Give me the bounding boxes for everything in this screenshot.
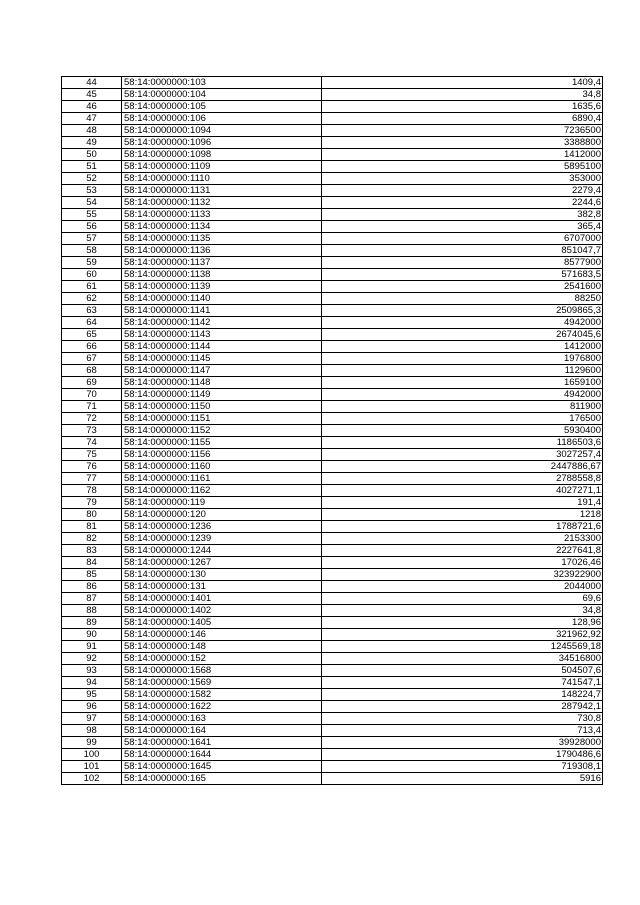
cadastral-number-cell: 58:14:0000000:1622	[122, 701, 322, 713]
row-number-cell: 64	[62, 317, 122, 329]
row-number-cell: 86	[62, 581, 122, 593]
cadastral-number-cell: 58:14:0000000:1138	[122, 269, 322, 281]
cadastral-number-cell: 58:14:0000000:1644	[122, 749, 322, 761]
value-cell: 741547,1	[322, 677, 603, 689]
row-number-cell: 54	[62, 197, 122, 209]
table-row	[62, 293, 603, 305]
cadastral-number-cell: 58:14:0000000:1139	[122, 281, 322, 293]
row-number-cell: 73	[62, 425, 122, 437]
value-cell: 128,96	[322, 617, 603, 629]
row-number-cell: 91	[62, 641, 122, 653]
table-row	[62, 269, 603, 281]
row-number-cell: 69	[62, 377, 122, 389]
cadastral-number-cell: 58:14:0000000:119	[122, 497, 322, 509]
value-cell: 2674045,6	[322, 329, 603, 341]
table-row	[62, 677, 603, 689]
cadastral-number-cell: 58:14:0000000:1161	[122, 473, 322, 485]
cadastral-number-cell: 58:14:0000000:1109	[122, 161, 322, 173]
value-cell: 6890,4	[322, 113, 603, 125]
value-cell: 4942000	[322, 389, 603, 401]
value-cell: 1412000	[322, 341, 603, 353]
value-cell: 365,4	[322, 221, 603, 233]
row-number-cell: 93	[62, 665, 122, 677]
row-number-cell: 89	[62, 617, 122, 629]
cadastral-number-cell: 58:14:0000000:1641	[122, 737, 322, 749]
value-cell: 1659100	[322, 377, 603, 389]
cadastral-number-cell: 58:14:0000000:1144	[122, 341, 322, 353]
value-cell: 34516800	[322, 653, 603, 665]
value-cell: 5916	[322, 773, 603, 785]
value-cell: 719308,1	[322, 761, 603, 773]
value-cell: 2153300	[322, 533, 603, 545]
row-number-cell: 53	[62, 185, 122, 197]
value-cell: 1790486,6	[322, 749, 603, 761]
row-number-cell: 95	[62, 689, 122, 701]
table-row	[62, 725, 603, 737]
value-cell: 4027271,1	[322, 485, 603, 497]
cadastral-number-cell: 58:14:0000000:1098	[122, 149, 322, 161]
value-cell: 2788558,8	[322, 473, 603, 485]
cadastral-number-cell: 58:14:0000000:1147	[122, 365, 322, 377]
row-number-cell: 70	[62, 389, 122, 401]
row-number-cell: 85	[62, 569, 122, 581]
cadastral-number-cell: 58:14:0000000:148	[122, 641, 322, 653]
cadastral-number-cell: 58:14:0000000:165	[122, 773, 322, 785]
value-cell: 8577900	[322, 257, 603, 269]
table-row	[62, 317, 603, 329]
value-cell: 17026,46	[322, 557, 603, 569]
cadastral-number-cell: 58:14:0000000:1155	[122, 437, 322, 449]
value-cell: 3027257,4	[322, 449, 603, 461]
table-row	[62, 737, 603, 749]
cadastral-number-cell: 58:14:0000000:1236	[122, 521, 322, 533]
row-number-cell: 57	[62, 233, 122, 245]
table-row	[62, 473, 603, 485]
value-cell: 321962,92	[322, 629, 603, 641]
cadastral-number-cell: 58:14:0000000:1402	[122, 605, 322, 617]
row-number-cell: 71	[62, 401, 122, 413]
value-cell: 851047,7	[322, 245, 603, 257]
cadastral-number-cell: 58:14:0000000:163	[122, 713, 322, 725]
cadastral-number-cell: 58:14:0000000:1156	[122, 449, 322, 461]
value-cell: 34,8	[322, 89, 603, 101]
row-number-cell: 63	[62, 305, 122, 317]
table-row	[62, 545, 603, 557]
table-row	[62, 761, 603, 773]
cadastral-number-cell: 58:14:0000000:152	[122, 653, 322, 665]
cadastral-number-cell: 58:14:0000000:1143	[122, 329, 322, 341]
table-row	[62, 245, 603, 257]
value-cell: 2279,4	[322, 185, 603, 197]
row-number-cell: 84	[62, 557, 122, 569]
table-row	[62, 497, 603, 509]
cadastral-number-cell: 58:14:0000000:1140	[122, 293, 322, 305]
row-number-cell: 83	[62, 545, 122, 557]
row-number-cell: 67	[62, 353, 122, 365]
table-row	[62, 281, 603, 293]
cadastral-number-cell: 58:14:0000000:1148	[122, 377, 322, 389]
cadastral-number-cell: 58:14:0000000:131	[122, 581, 322, 593]
value-cell: 34,8	[322, 605, 603, 617]
row-number-cell: 88	[62, 605, 122, 617]
cadastral-number-cell: 58:14:0000000:1134	[122, 221, 322, 233]
row-number-cell: 61	[62, 281, 122, 293]
cadastral-number-cell: 58:14:0000000:1110	[122, 173, 322, 185]
table-row	[62, 665, 603, 677]
value-cell: 6707000	[322, 233, 603, 245]
row-number-cell: 87	[62, 593, 122, 605]
row-number-cell: 68	[62, 365, 122, 377]
table-row	[62, 461, 603, 473]
value-cell: 1186503,6	[322, 437, 603, 449]
cadastral-number-cell: 58:14:0000000:1145	[122, 353, 322, 365]
row-number-cell: 62	[62, 293, 122, 305]
row-number-cell: 59	[62, 257, 122, 269]
table-row	[62, 233, 603, 245]
cadastral-number-cell: 58:14:0000000:1094	[122, 125, 322, 137]
cadastral-number-cell: 58:14:0000000:164	[122, 725, 322, 737]
value-cell: 176500	[322, 413, 603, 425]
cadastral-number-cell: 58:14:0000000:106	[122, 113, 322, 125]
cadastral-number-cell: 58:14:0000000:1401	[122, 593, 322, 605]
table-row	[62, 173, 603, 185]
value-cell: 7236500	[322, 125, 603, 137]
cadastral-number-cell: 58:14:0000000:130	[122, 569, 322, 581]
table-row	[62, 485, 603, 497]
value-cell: 88250	[322, 293, 603, 305]
row-number-cell: 52	[62, 173, 122, 185]
data-table	[61, 76, 603, 785]
value-cell: 571683,5	[322, 269, 603, 281]
table-row	[62, 569, 603, 581]
table-row	[62, 425, 603, 437]
table-row	[62, 749, 603, 761]
cadastral-number-cell: 58:14:0000000:1131	[122, 185, 322, 197]
value-cell: 2044000	[322, 581, 603, 593]
row-number-cell: 58	[62, 245, 122, 257]
value-cell: 2509865,3	[322, 305, 603, 317]
table-row	[62, 125, 603, 137]
table-row	[62, 185, 603, 197]
cadastral-number-cell: 58:14:0000000:1135	[122, 233, 322, 245]
row-number-cell: 92	[62, 653, 122, 665]
cadastral-number-cell: 58:14:0000000:1136	[122, 245, 322, 257]
cadastral-number-cell: 58:14:0000000:1244	[122, 545, 322, 557]
table-row	[62, 77, 603, 89]
row-number-cell: 47	[62, 113, 122, 125]
cadastral-number-cell: 58:14:0000000:146	[122, 629, 322, 641]
row-number-cell: 49	[62, 137, 122, 149]
row-number-cell: 78	[62, 485, 122, 497]
row-number-cell: 50	[62, 149, 122, 161]
cadastral-number-cell: 58:14:0000000:1162	[122, 485, 322, 497]
cadastral-number-cell: 58:14:0000000:1582	[122, 689, 322, 701]
cadastral-number-cell: 58:14:0000000:1569	[122, 677, 322, 689]
row-number-cell: 98	[62, 725, 122, 737]
row-number-cell: 79	[62, 497, 122, 509]
cadastral-number-cell: 58:14:0000000:1152	[122, 425, 322, 437]
table-row	[62, 617, 603, 629]
cadastral-number-cell: 58:14:0000000:1133	[122, 209, 322, 221]
cadastral-number-cell: 58:14:0000000:103	[122, 77, 322, 89]
row-number-cell: 75	[62, 449, 122, 461]
cadastral-number-cell: 58:14:0000000:1160	[122, 461, 322, 473]
row-number-cell: 66	[62, 341, 122, 353]
value-cell: 4942000	[322, 317, 603, 329]
cadastral-number-cell: 58:14:0000000:1150	[122, 401, 322, 413]
value-cell: 811900	[322, 401, 603, 413]
cadastral-number-cell: 58:14:0000000:1239	[122, 533, 322, 545]
table-row	[62, 533, 603, 545]
table-row	[62, 437, 603, 449]
table-row	[62, 137, 603, 149]
row-number-cell: 44	[62, 77, 122, 89]
table-row	[62, 89, 603, 101]
value-cell: 504507,6	[322, 665, 603, 677]
row-number-cell: 60	[62, 269, 122, 281]
table-row	[62, 353, 603, 365]
table-row	[62, 509, 603, 521]
row-number-cell: 76	[62, 461, 122, 473]
cadastral-number-cell: 58:14:0000000:120	[122, 509, 322, 521]
row-number-cell: 45	[62, 89, 122, 101]
row-number-cell: 72	[62, 413, 122, 425]
cadastral-number-cell: 58:14:0000000:1142	[122, 317, 322, 329]
value-cell: 2244,6	[322, 197, 603, 209]
value-cell: 1245569,18	[322, 641, 603, 653]
value-cell: 1129600	[322, 365, 603, 377]
table-row	[62, 605, 603, 617]
value-cell: 1409,4	[322, 77, 603, 89]
table-row	[62, 377, 603, 389]
table-row	[62, 305, 603, 317]
table-row	[62, 449, 603, 461]
table-row	[62, 557, 603, 569]
row-number-cell: 80	[62, 509, 122, 521]
table-row	[62, 581, 603, 593]
row-number-cell: 100	[62, 749, 122, 761]
table-row	[62, 149, 603, 161]
value-cell: 287942,1	[322, 701, 603, 713]
table-row	[62, 713, 603, 725]
row-number-cell: 102	[62, 773, 122, 785]
value-cell: 382,8	[322, 209, 603, 221]
value-cell: 713,4	[322, 725, 603, 737]
table-row	[62, 701, 603, 713]
row-number-cell: 51	[62, 161, 122, 173]
cadastral-number-cell: 58:14:0000000:1132	[122, 197, 322, 209]
cadastral-number-cell: 58:14:0000000:1141	[122, 305, 322, 317]
row-number-cell: 56	[62, 221, 122, 233]
table-row	[62, 197, 603, 209]
value-cell: 39928000	[322, 737, 603, 749]
table-row	[62, 329, 603, 341]
table-row	[62, 689, 603, 701]
cadastral-number-cell: 58:14:0000000:104	[122, 89, 322, 101]
cadastral-number-cell: 58:14:0000000:1137	[122, 257, 322, 269]
table-row	[62, 653, 603, 665]
table-row	[62, 413, 603, 425]
value-cell: 1218	[322, 509, 603, 521]
cadastral-number-cell: 58:14:0000000:105	[122, 101, 322, 113]
value-cell: 1788721,6	[322, 521, 603, 533]
cadastral-number-cell: 58:14:0000000:1405	[122, 617, 322, 629]
row-number-cell: 77	[62, 473, 122, 485]
value-cell: 1412000	[322, 149, 603, 161]
row-number-cell: 82	[62, 533, 122, 545]
table-row	[62, 401, 603, 413]
cadastral-number-cell: 58:14:0000000:1267	[122, 557, 322, 569]
table-row	[62, 389, 603, 401]
cadastral-number-cell: 58:14:0000000:1568	[122, 665, 322, 677]
value-cell: 3388800	[322, 137, 603, 149]
table-row	[62, 221, 603, 233]
value-cell: 1635,6	[322, 101, 603, 113]
cadastral-number-cell: 58:14:0000000:1151	[122, 413, 322, 425]
row-number-cell: 46	[62, 101, 122, 113]
cadastral-number-cell: 58:14:0000000:1149	[122, 389, 322, 401]
value-cell: 148224,7	[322, 689, 603, 701]
table-row	[62, 257, 603, 269]
row-number-cell: 99	[62, 737, 122, 749]
table-row	[62, 521, 603, 533]
row-number-cell: 97	[62, 713, 122, 725]
table-row	[62, 161, 603, 173]
value-cell: 353000	[322, 173, 603, 185]
value-cell: 2447886,67	[322, 461, 603, 473]
value-cell: 69,6	[322, 593, 603, 605]
value-cell: 730,8	[322, 713, 603, 725]
table-row	[62, 641, 603, 653]
table-row	[62, 365, 603, 377]
value-cell: 5895100	[322, 161, 603, 173]
cadastral-number-cell: 58:14:0000000:1645	[122, 761, 322, 773]
row-number-cell: 48	[62, 125, 122, 137]
row-number-cell: 55	[62, 209, 122, 221]
row-number-cell: 94	[62, 677, 122, 689]
row-number-cell: 74	[62, 437, 122, 449]
row-number-cell: 65	[62, 329, 122, 341]
value-cell: 2541600	[322, 281, 603, 293]
value-cell: 191,4	[322, 497, 603, 509]
row-number-cell: 81	[62, 521, 122, 533]
value-cell: 2227641,8	[322, 545, 603, 557]
row-number-cell: 90	[62, 629, 122, 641]
table-row	[62, 773, 603, 785]
cadastral-number-cell: 58:14:0000000:1096	[122, 137, 322, 149]
value-cell: 323922900	[322, 569, 603, 581]
table-body	[62, 77, 603, 785]
table-row	[62, 113, 603, 125]
value-cell: 1976800	[322, 353, 603, 365]
row-number-cell: 96	[62, 701, 122, 713]
value-cell: 5930400	[322, 425, 603, 437]
table-row	[62, 593, 603, 605]
table-row	[62, 341, 603, 353]
table-row	[62, 209, 603, 221]
row-number-cell: 101	[62, 761, 122, 773]
table-row	[62, 629, 603, 641]
table-row	[62, 101, 603, 113]
